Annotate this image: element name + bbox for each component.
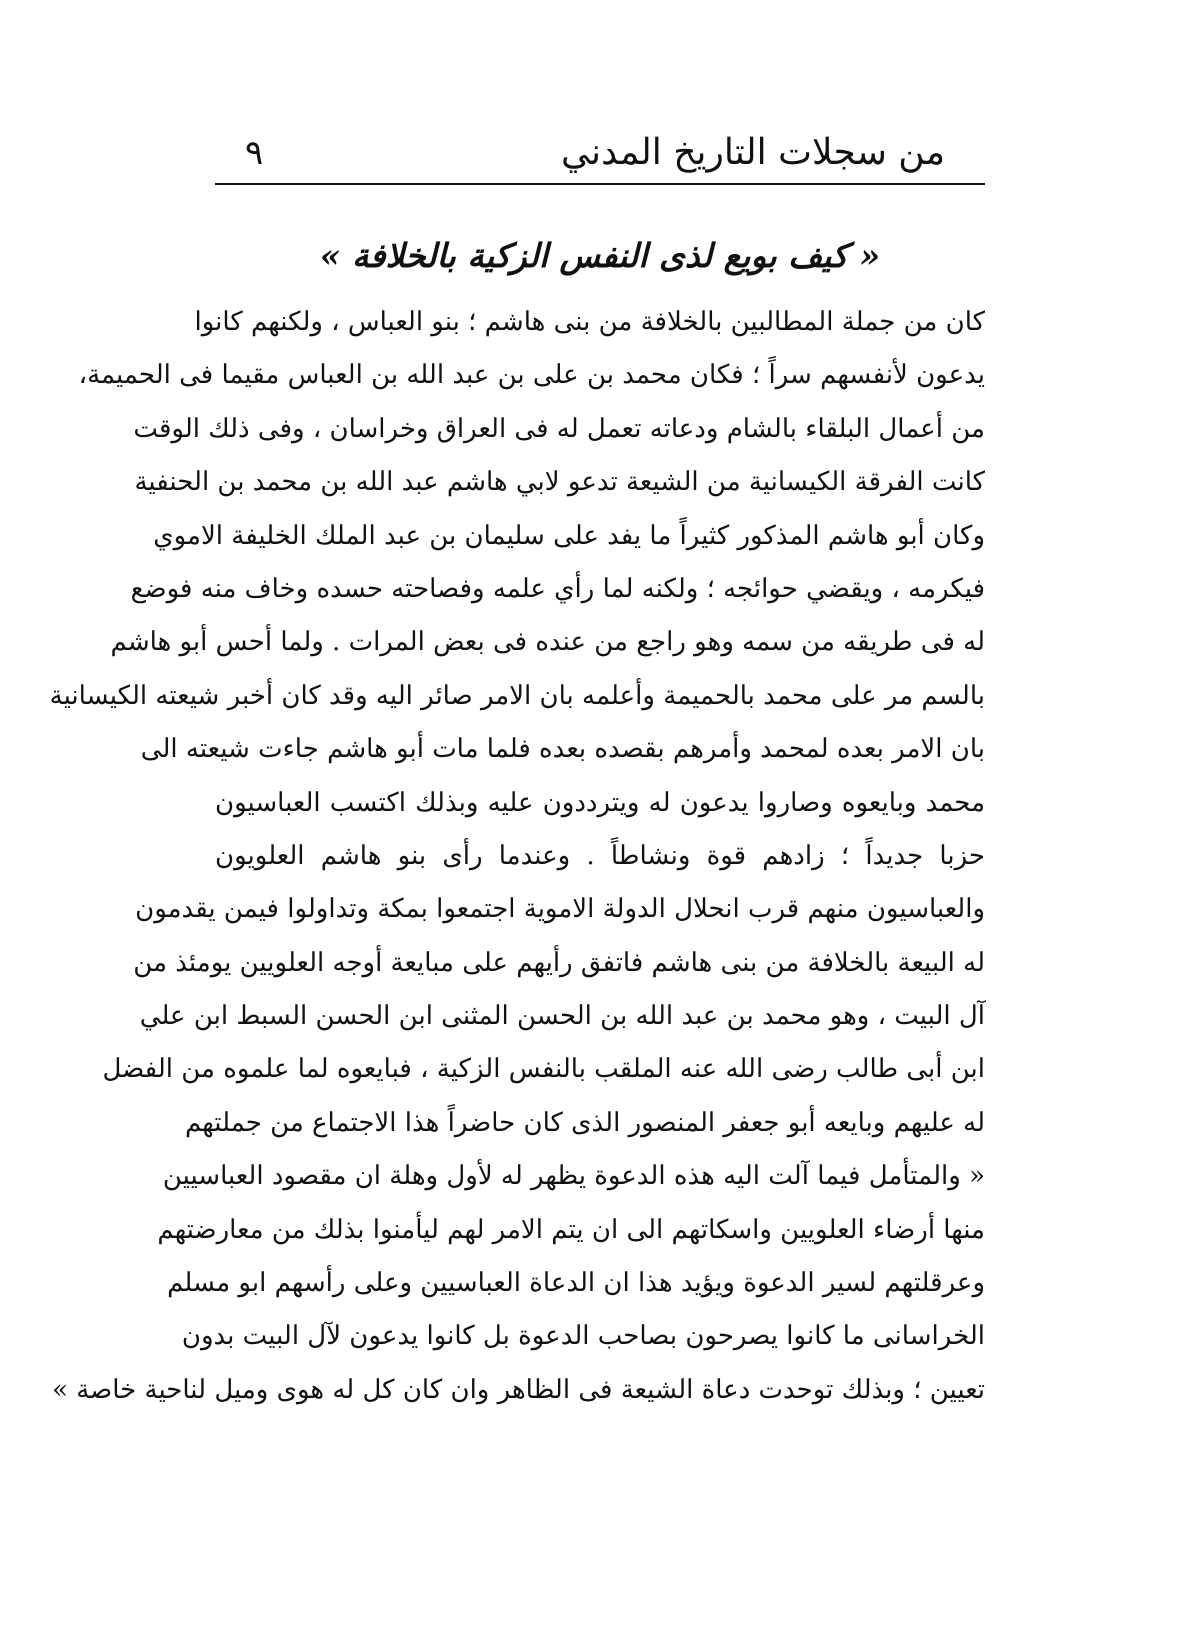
text-line: الخراسانى ما كانوا يصرحون بصاحب الدعوة بل كانوا يدعون لآل البيت بدون [181, 1321, 985, 1352]
text-line: كان من جملة المطالبين بالخلافة من بنى هاشم ؛ بنو العباس ، ولكنهم كانوا [194, 307, 985, 337]
text-line: بان الامر بعده لمحمد وأمرهم بقصده بعده فلما مات أبو هاشم جاءت شيعته الى [140, 734, 985, 765]
text-line: له البيعة بالخلافة من بنى هاشم فاتفق رأيهم على مبايعة أوجه العلويين يومئذ من [133, 947, 985, 978]
text-line: تعيين ؛ وبذلك توحدت دعاة الشيعة فى الظاهر وان كان كل له هوى وميل لناحية خاصة » [52, 1374, 985, 1405]
text-line: له فى طريقه من سمه وهو راجع من عنده فى بعض المرات . ولما أحس أبو هاشم [110, 627, 985, 658]
page-number: ٩ [245, 133, 264, 173]
text-line: محمد وبايعوه وصاروا يدعون له ويترددون عليه وبذلك اكتسب العباسيون [215, 787, 985, 818]
text-line: كانت الفرقة الكيسانية من الشيعة تدعو لابي هاشم عبد الله بن محمد بن الحنفية [134, 467, 985, 498]
text-line: من أعمال البلقاء بالشام ودعاته تعمل له فى العراق وخراسان ، وفى ذلك الوقت [133, 413, 985, 444]
header-rule [215, 183, 985, 185]
text-line: منها أرضاء العلويين واسكاتهم الى ان يتم الامر لهم ليأمنوا بذلك من معارضتهم [157, 1214, 985, 1245]
text-line: وكان أبو هاشم المذكور كثيراً ما يفد على سليمان بن عبد الملك الخليفة الاموي [153, 520, 985, 551]
text-line: ابن أبى طالب رضى الله عنه الملقب بالنفس الزكية ، فبايعوه لما علموه من الفضل [102, 1054, 985, 1085]
text-line: والعباسيون منهم قرب انحلال الدولة الاموية اجتمعوا بمكة وتداولوا فيمن يقدمون [135, 894, 985, 925]
running-title: من سجلات التاريخ المدني [561, 132, 945, 173]
text-line: حزبا جديداً ؛ زادهم قوة ونشاطاً . وعندما رأى بنو هاشم العلويون [215, 840, 985, 871]
text-line: « والمتأمل فيما آلت اليه هذه الدعوة يظهر له لأول وهلة ان مقصود العباسيين [162, 1161, 985, 1192]
text-line: له عليهم وبايعه أبو جعفر المنصور الذى كان حاضراً هذا الاجتماع من جملتهم [184, 1107, 985, 1138]
text-line: يدعون لأنفسهم سراً ؛ فكان محمد بن على بن عبد الله بن العباس مقيما فى الحميمة، [78, 360, 985, 391]
text-line: آل البيت ، وهو محمد بن عبد الله بن الحسن المثنى ابن الحسن السبط ابن علي [139, 1001, 985, 1032]
page-header [215, 128, 985, 178]
text-line: وعرقلتهم لسير الدعوة ويؤيد هذا ان الدعاة العباسيين وعلى رأسهم ابو مسلم [167, 1268, 985, 1299]
chapter-title: « كيف بويع لذى النفس الزكية بالخلافة » [319, 236, 881, 275]
body-text [49, 296, 985, 1417]
text-line: بالسم مر على محمد بالحميمة وأعلمه بان الامر صائر اليه وقد كان أخبر شيعته الكيسانية [49, 680, 985, 711]
text-line: فيكرمه ، ويقضي حوائجه ؛ ولكنه لما رأي علمه وفصاحته حسده وخاف منه فوضع [130, 573, 985, 604]
